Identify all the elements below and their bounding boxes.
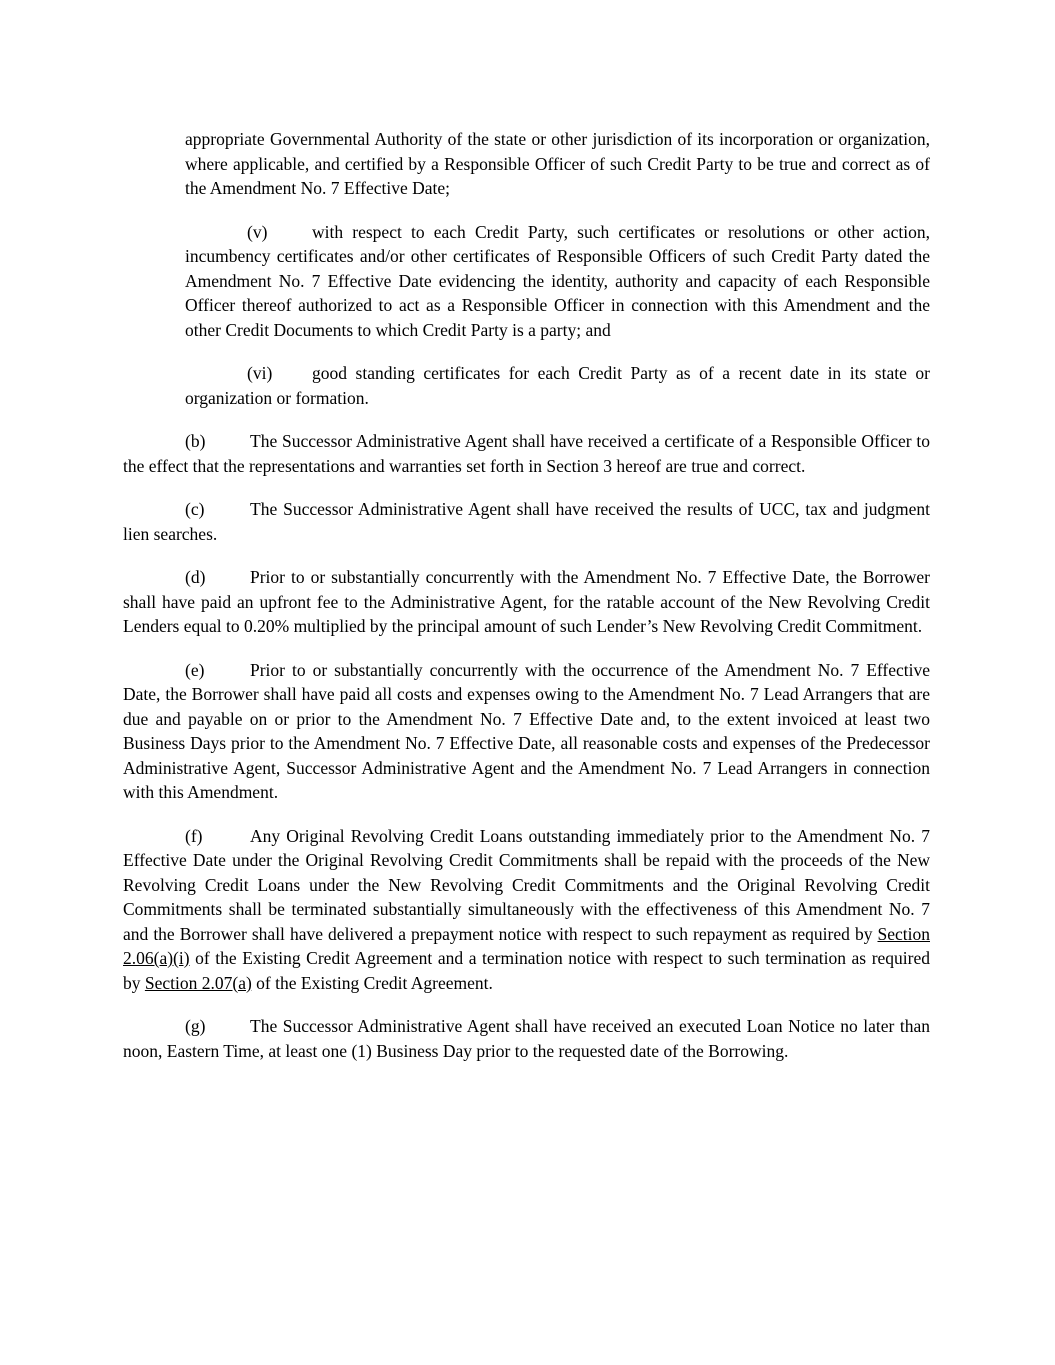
paragraph-e-text: Prior to or substantially concurrently with the occurrence of the Amendment No. 7 Effective Date, the Borrower shall have paid all costs and expenses owing to the Amendment No. 7 Lead Arrangers that are due and payable on or prior to the Amendment No. 7 Effective Date and, to the extent invoiced at least two Business Days prior to the Amendment No. 7 Effective Date, all reasonable costs and expenses of the Predecessor Administrative Agent, Successor Administrative Agent and the Amendment No. 7 Lead Arrangers in connection with this Amendment.: [123, 659, 930, 802]
paragraph-f-text-1: Any Original Revolving Credit Loans outstanding immediately prior to the Amendment No. 7 Effective Date under the Original Revolving Credit Commitments shall be repaid with the proceeds of the New Revolving Credit Loans under the New Revolving Credit Commitments and the Original Revolving Credit Commitments shall be terminated substantially simultaneously with the effectiveness of this Amendment No. 7 and the Borrower shall have delivered a prepayment notice with respect to such repayment as required by: [123, 825, 930, 944]
paragraph-f-label: (f): [185, 825, 203, 846]
paragraph-b-label: (b): [185, 431, 206, 451]
paragraph-d-label: (d): [185, 567, 206, 587]
paragraph-b-text: The Successor Administrative Agent shall have received a certificate of a Responsible Officer to the effect that the representations and warranties set forth in Section 3 hereof are true and correct.: [123, 431, 930, 476]
paragraph-f-text-3: of the Existing Credit Agreement.: [251, 972, 493, 993]
paragraph-f: [123, 824, 930, 996]
paragraph-iv-continuation-text: appropriate Governmental Authority of the state or other jurisdiction of its incorporation or organization, where applicable, and certified by a Responsible Officer of such Credit Party to be true and correct as of the Amendment No. 7 Effective Date;: [185, 129, 930, 198]
paragraph-d: [123, 565, 930, 639]
paragraph-vi-label: (vi): [247, 363, 273, 383]
section-reference-2-06-a-i: Section 2.06(a)(i): [123, 923, 930, 968]
paragraph-f-text-2: of the Existing Credit Agreement and a termination notice with respect to such termination as required by: [123, 948, 930, 993]
paragraph-c-label: (c): [185, 499, 205, 519]
paragraph-v-text: with respect to each Credit Party, such certificates or resolutions or other action, incumbency certificates and/or other certificates of Responsible Officers of such Credit Party dated the Amendment No. 7 Effective Date evidencing the identity, authority and capacity of each Responsible Officer thereof authorized to act as a Responsible Officer in connection with this Amendment and the other Credit Documents to which Credit Party is a party; and: [185, 221, 930, 340]
paragraph-c: [123, 497, 930, 546]
paragraph-g-label: (g): [185, 1016, 206, 1036]
paragraph-g: [123, 1014, 930, 1063]
paragraph-b: [123, 429, 930, 478]
paragraph-e: [123, 658, 930, 805]
paragraph-c-text: The Successor Administrative Agent shall have received the results of UCC, tax and judgment lien searches.: [123, 499, 930, 544]
paragraph-v-label: (v): [247, 221, 268, 242]
paragraph-d-text: Prior to or substantially concurrently with the Amendment No. 7 Effective Date, the Borrower shall have paid an upfront fee to the Administrative Agent, for the ratable account of the New Revolving Credit Lenders equal to 0.20% multiplied by the principal amount of such Lender’s New Revolving Credit Commitment.: [123, 567, 930, 636]
paragraph-e-label: (e): [185, 659, 205, 680]
paragraph-iv-continuation: [185, 127, 930, 201]
paragraph-v: [185, 220, 930, 343]
paragraph-vi-text: good standing certificates for each Credit Party as of a recent date in its state or organization or formation.: [185, 363, 930, 408]
paragraph-g-text: The Successor Administrative Agent shall have received an executed Loan Notice no later than noon, Eastern Time, at least one (1) Business Day prior to the requested date of the Borrowing.: [123, 1016, 930, 1061]
paragraph-vi: [185, 361, 930, 410]
section-reference-2-07-a: Section 2.07(a): [144, 972, 252, 993]
